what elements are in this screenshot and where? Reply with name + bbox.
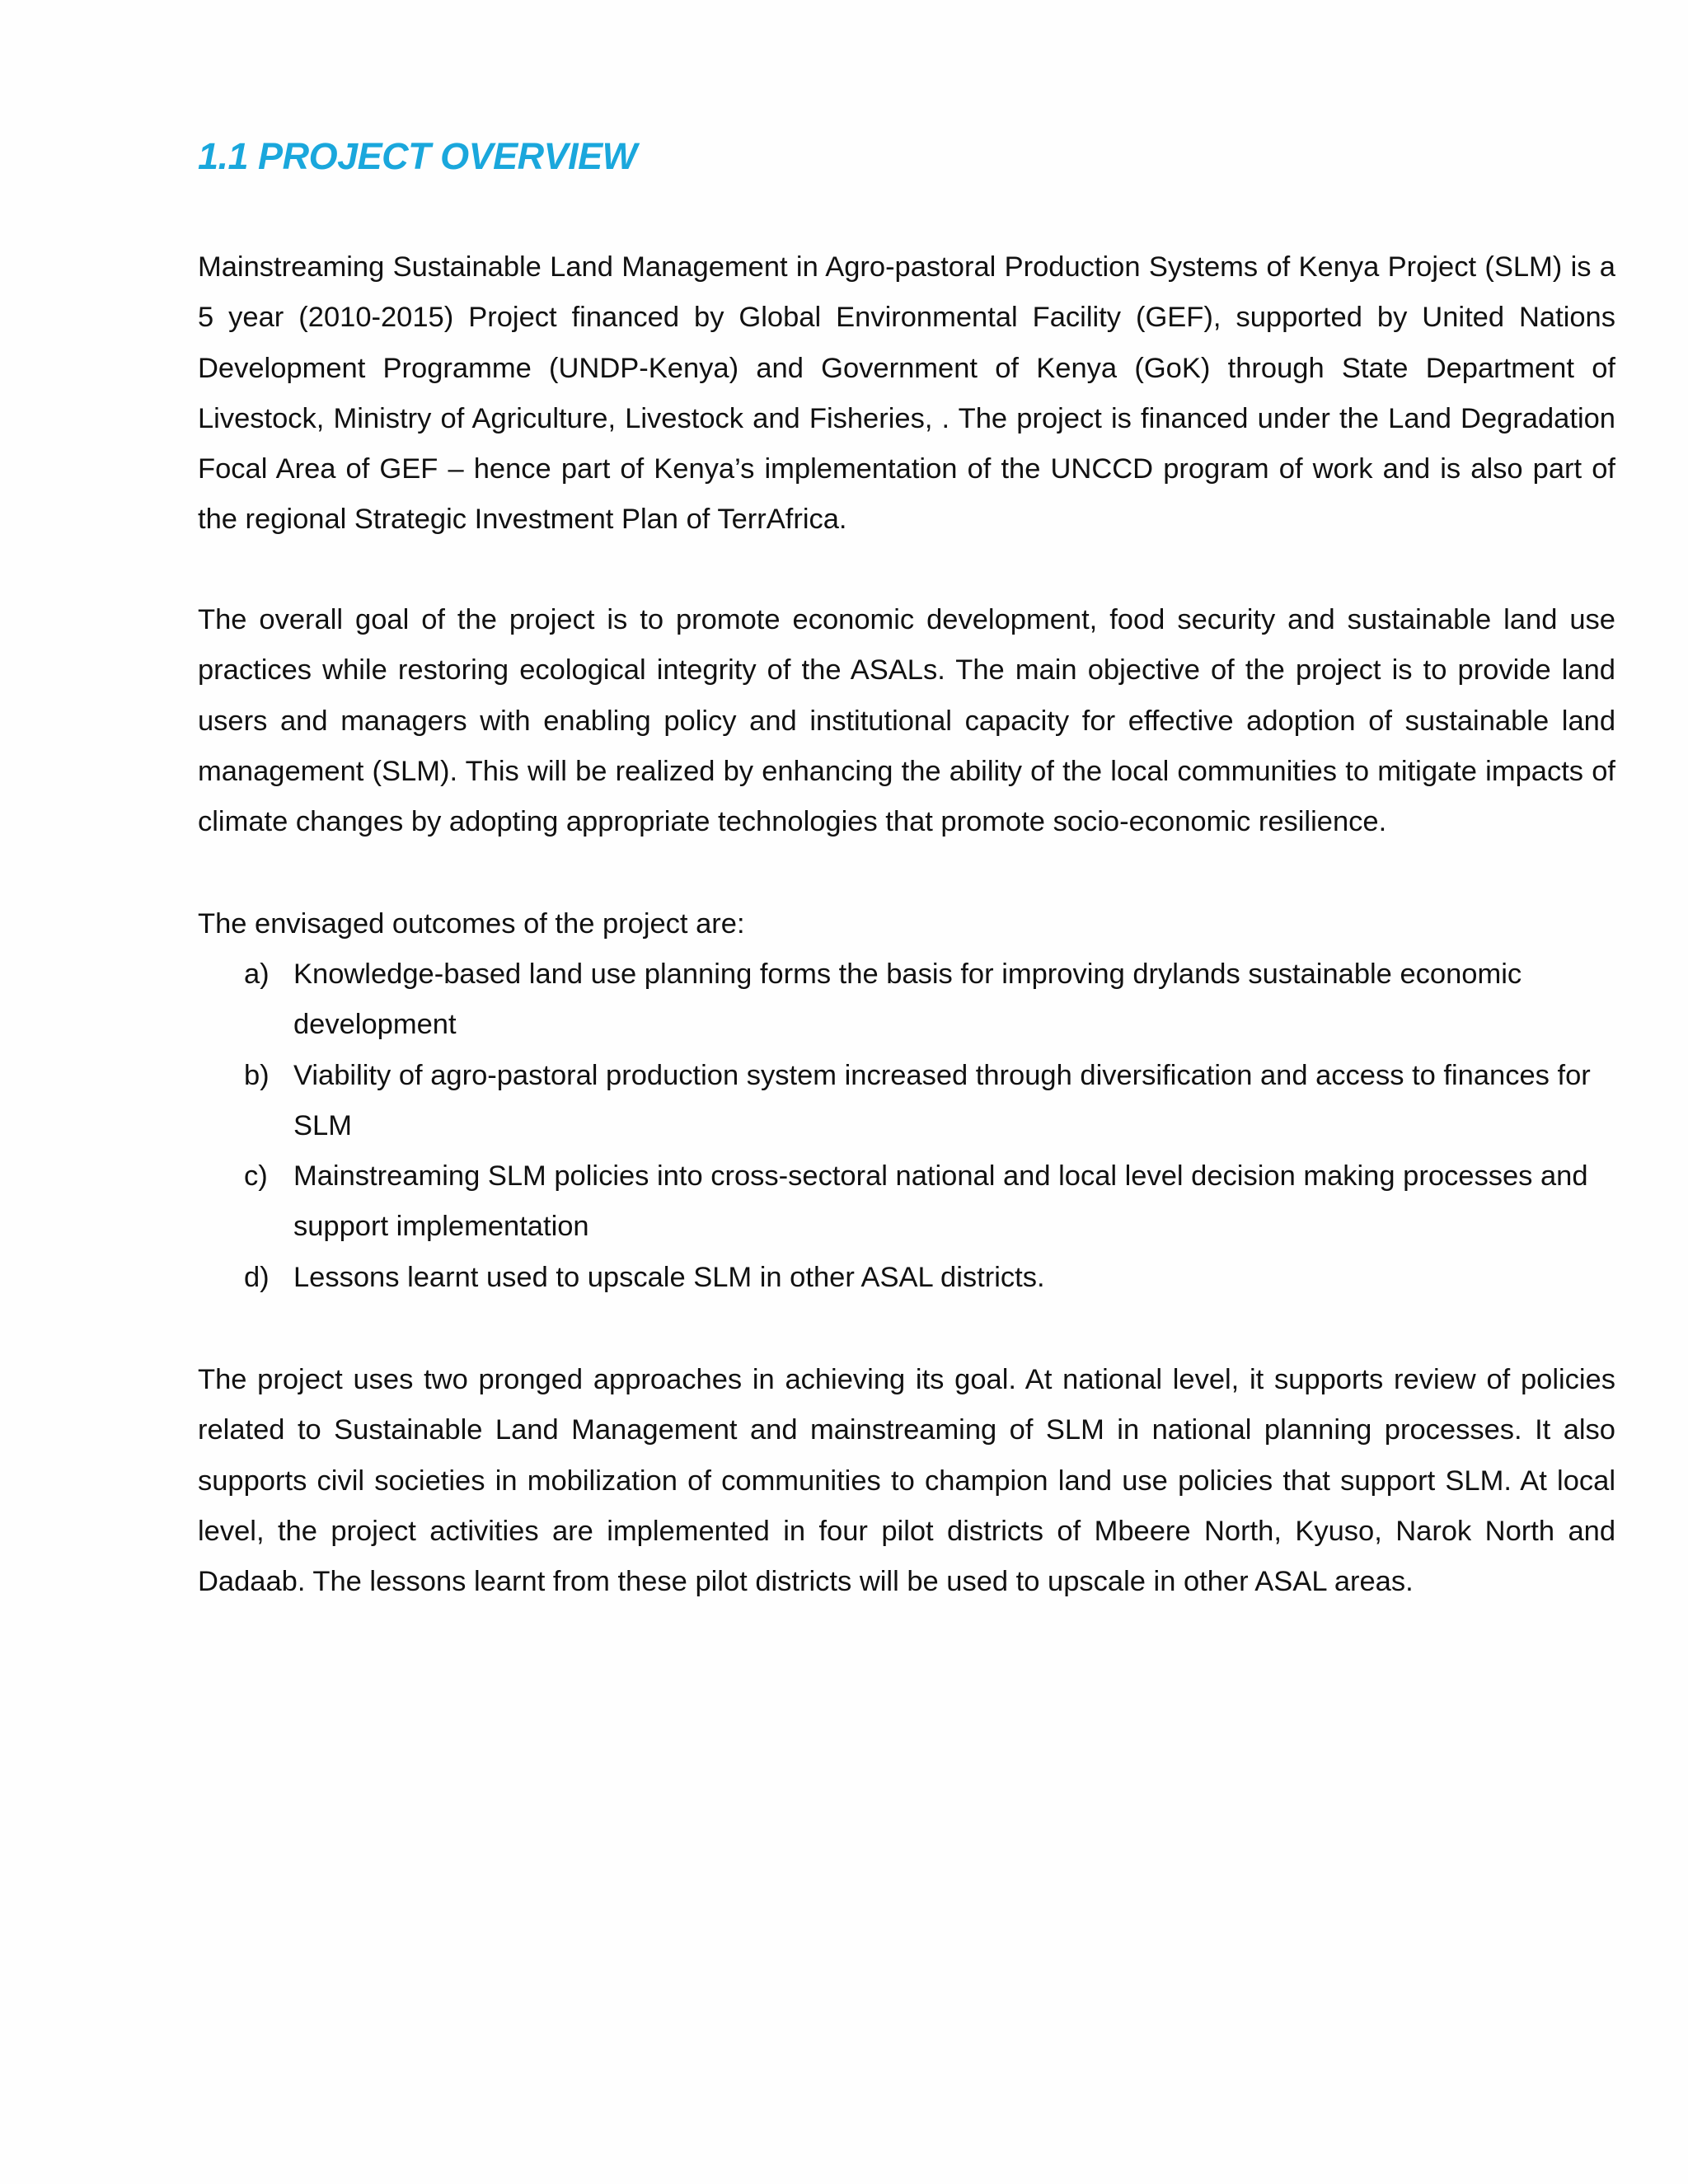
list-marker: a)	[244, 958, 270, 990]
list-item-text: Knowledge-based land use planning forms the basis for improving drylands sustainable economic development	[293, 958, 1522, 1041]
paragraph-project-summary: Mainstreaming Sustainable Land Management in Agro-pastoral Production Systems of Kenya Project (SLM) is a 5 year (2010-2015) Project financed by Global Environmental Facility (GEF), supported by United Nations Development Programme (UNDP-Kenya) and Government of Kenya (GoK) through State Department of Livestock, Ministry of Agriculture, Livestock and Fisheries, . The project is financed under the Land Degradation Focal Area of GEF – hence part of Kenya’s implementation of the UNCCD program of work and is also part of the regional Strategic Investment Plan of TerrAfrica.	[198, 251, 1615, 536]
list-marker: c)	[244, 1160, 268, 1193]
list-item-text: Viability of agro-pastoral production system increased through diversification and access to finances for SLM	[293, 1059, 1591, 1141]
paragraph-project-goal: The overall goal of the project is to promote economic development, food security and sustainable land use practices while restoring ecological integrity of the ASALs. The main objective of the project is to provide land users and managers with enabling policy and institutional capacity for effective adoption of sustainable land management (SLM). This will be realized by enhancing the ability of the local communities to mitigate impacts of climate changes by adopting appropriate technologies that promote socio-economic resilience.	[198, 604, 1615, 838]
list-item	[198, 1051, 1612, 1152]
list-item-text: Lessons learnt used to upscale SLM in other ASAL districts.	[293, 1261, 1045, 1293]
section-heading: 1.1 PROJECT OVERVIEW	[198, 135, 637, 177]
paragraph-outcomes-intro: The envisaged outcomes of the project are:	[198, 908, 745, 940]
paragraph-approaches: The project uses two pronged approaches in achieving its goal. At national level, it supports review of policies related to Sustainable Land Management and mainstreaming of SLM in national planning processes. It also supports civil societies in mobilization of communities to champion land use policies that support SLM. At local level, the project activities are implemented in four pilot districts of Mbeere North, Kyuso, Narok North and Dadaab. The lessons learnt from these pilot districts will be used to upscale in other ASAL areas.	[198, 1364, 1615, 1598]
list-marker: b)	[244, 1059, 270, 1091]
list-item	[198, 1253, 1612, 1303]
list-item	[198, 1151, 1612, 1253]
list-item	[198, 949, 1612, 1051]
list-item-text: Mainstreaming SLM policies into cross-sectoral national and local level decision making processes and support implementation	[293, 1160, 1588, 1243]
outcomes-list	[198, 949, 1615, 1303]
list-marker: d)	[244, 1261, 270, 1293]
